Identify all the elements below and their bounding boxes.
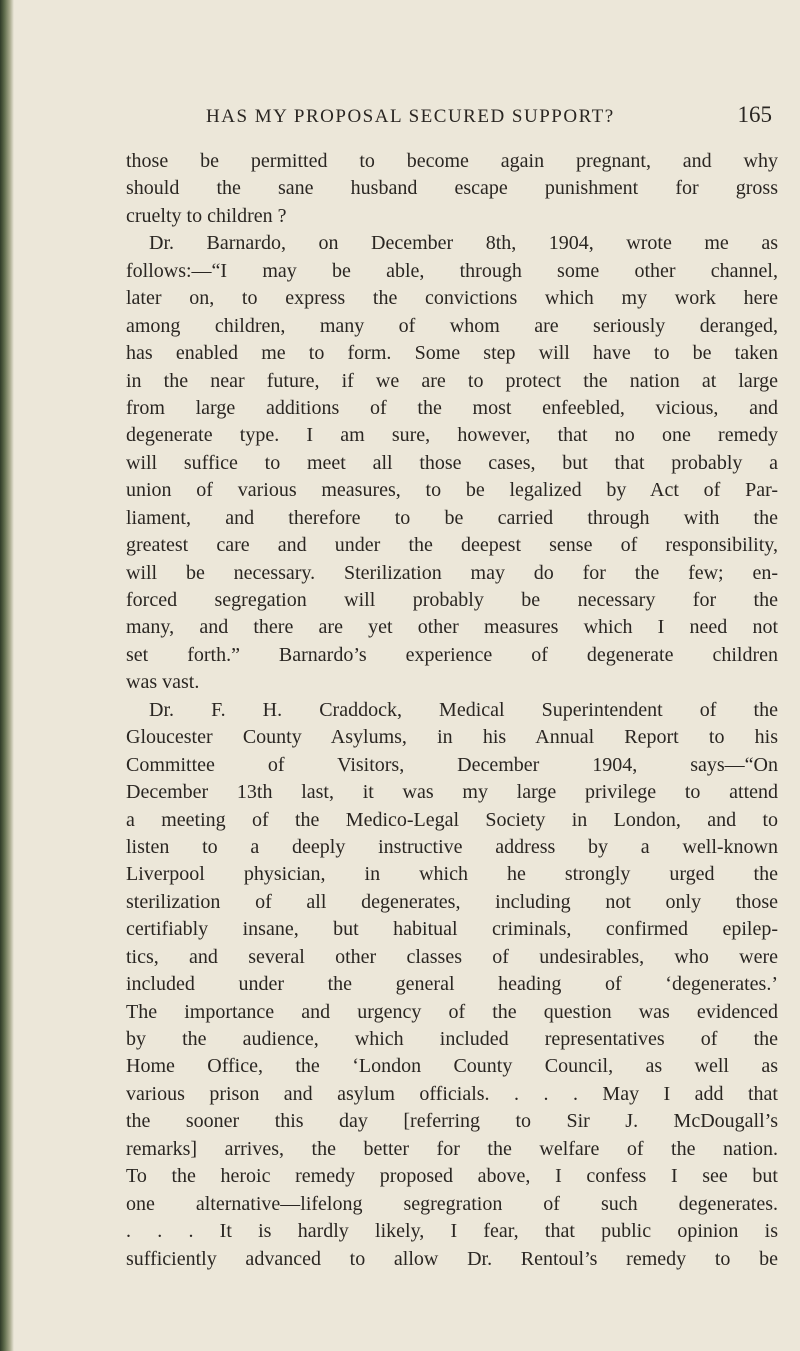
text-line: follows:—“I may be able, through some other channel, bbox=[126, 259, 778, 282]
text-line: Gloucester County Asylums, in his Annual Report to his bbox=[126, 726, 778, 749]
text-line: many, and there are yet other measures which I need not bbox=[126, 616, 778, 639]
text-line: various prison and asylum officials. . . . May I add that bbox=[126, 1082, 778, 1105]
text-line: cruelty to children ? bbox=[126, 204, 287, 227]
text-line: Dr. Barnardo, on December 8th, 1904, wrote me as bbox=[149, 232, 778, 255]
text-line: Liverpool physician, in which he strongly urged the bbox=[126, 863, 778, 886]
text-line: among children, many of whom are seriously deranged, bbox=[126, 314, 778, 337]
text-line: sufficiently advanced to allow Dr. Rentoul’s remedy to be bbox=[126, 1247, 778, 1270]
text-line: Committee of Visitors, December 1904, says—“On bbox=[126, 753, 778, 776]
text-line: Home Office, the ‘London County Council, as well as bbox=[126, 1055, 778, 1078]
text-line: tics, and several other classes of undesirables, who were bbox=[126, 945, 778, 968]
paragraph bbox=[126, 697, 778, 1273]
text-line: was vast. bbox=[126, 671, 200, 694]
text-line: one alternative—lifelong segregration of such degenerates. bbox=[126, 1192, 778, 1215]
paragraph bbox=[126, 230, 778, 696]
text-line: remarks] arrives, the better for the welfare of the nation. bbox=[126, 1137, 778, 1160]
text-line: The importance and urgency of the question was evidenced bbox=[126, 1000, 778, 1023]
text-line: degenerate type. I am sure, however, that no one remedy bbox=[126, 424, 778, 447]
text-line: forced segregation will probably be necessary for the bbox=[126, 589, 778, 611]
page-number: 165 bbox=[737, 102, 772, 127]
text-line: certifiably insane, but habitual criminals, confirmed epilep- bbox=[126, 918, 778, 941]
text-line: has enabled me to form. Some step will have to be taken bbox=[126, 342, 778, 365]
text-line: December 13th last, it was my large privilege to attend bbox=[126, 781, 778, 804]
text-line: Dr. F. H. Craddock, Medical Superintendent of the bbox=[149, 698, 778, 721]
running-head-title: HAS MY PROPOSAL SECURED SUPPORT? bbox=[206, 106, 615, 127]
text-line: from large additions of the most enfeebled, vicious, and bbox=[126, 396, 778, 419]
text-line: sterilization of all degenerates, including not only those bbox=[126, 890, 778, 913]
text-line: union of various measures, to be legalized by Act of Par- bbox=[126, 479, 778, 502]
text-line: should the sane husband escape punishment for gross bbox=[126, 177, 778, 200]
text-line: To the heroic remedy proposed above, I confess I see but bbox=[126, 1165, 778, 1188]
text-line: will suffice to meet all those cases, but that probably a bbox=[126, 451, 778, 474]
text-line: by the audience, which included representatives of the bbox=[126, 1028, 778, 1050]
text-line: those be permitted to become again pregnant, and why bbox=[126, 150, 778, 172]
text-line: later on, to express the convictions which my work here bbox=[126, 287, 778, 310]
text-line: . . . It is hardly likely, I fear, that public opinion is bbox=[126, 1220, 778, 1243]
text-line: the sooner this day [referring to Sir J. McDougall’s bbox=[126, 1110, 778, 1133]
text-line: included under the general heading of ‘degenerates.’ bbox=[126, 973, 778, 996]
text-line: liament, and therefore to be carried through with the bbox=[126, 506, 778, 529]
text-line: in the near future, if we are to protect the nation at large bbox=[126, 369, 778, 392]
text-line: listen to a deeply instructive address by a well-known bbox=[126, 835, 778, 858]
running-head bbox=[206, 102, 772, 128]
body-text bbox=[126, 148, 778, 1273]
text-line: will be necessary. Sterilization may do for the few; en- bbox=[126, 561, 778, 584]
text-line: a meeting of the Medico-Legal Society in London, and to bbox=[126, 808, 778, 831]
text-line: greatest care and under the deepest sense of responsibility, bbox=[126, 534, 778, 557]
paragraph bbox=[126, 148, 778, 230]
text-line: set forth.” Barnardo’s experience of degenerate children bbox=[126, 643, 778, 666]
